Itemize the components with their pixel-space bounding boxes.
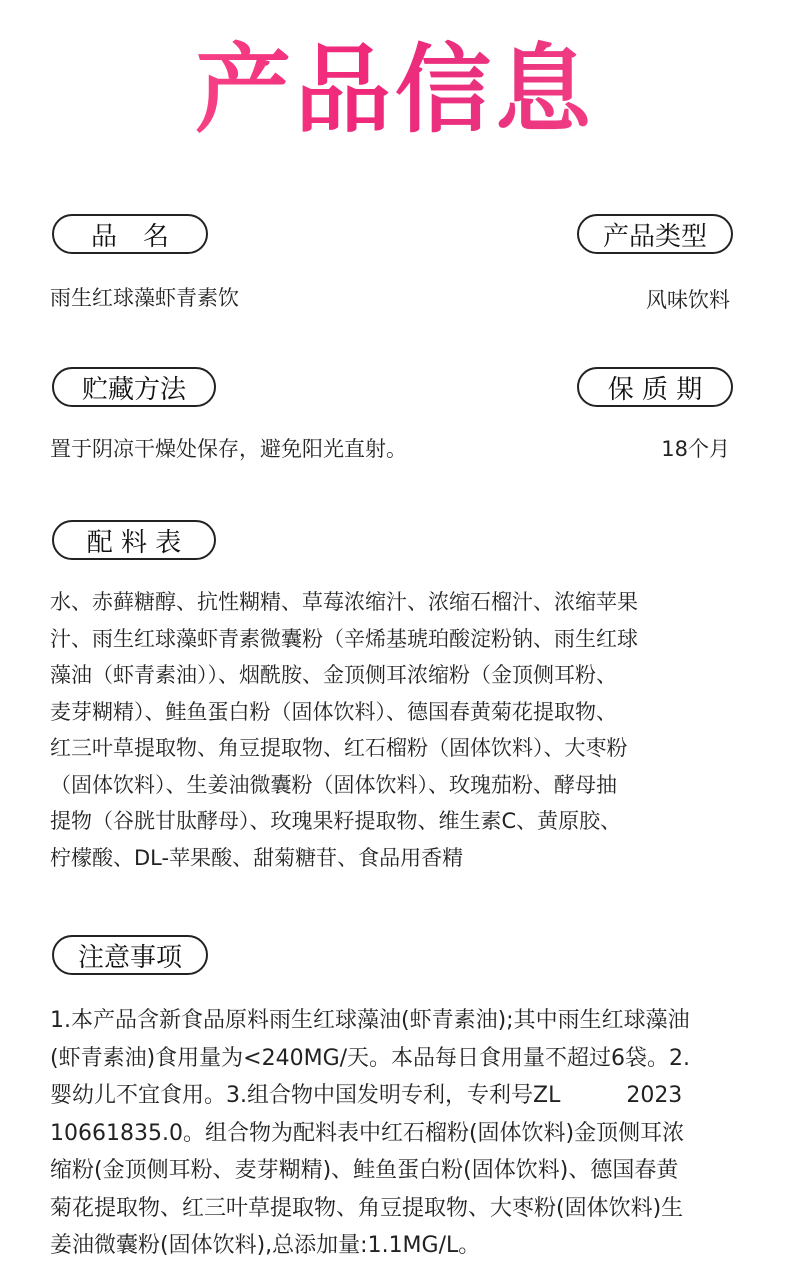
ingredients-list (50, 584, 638, 876)
shelf-life-value: 18个月 (661, 437, 730, 461)
label-product-type: 产品类型 (577, 214, 733, 254)
label-product-name: 品 名 (52, 214, 208, 254)
precautions-line: 菊花提取物、红三叶草提取物、角豆提取物、大枣粉(固体饮料)生 (50, 1195, 684, 1221)
precautions-line: 10661835.0。组合物为配料表中红石榴粉(固体饮料)金顶侧耳浓 (50, 1120, 685, 1146)
label-shelf-life: 保 质 期 (577, 367, 733, 407)
ingredients-line: 红三叶草提取物、角豆提取物、红石榴粉（固体饮料）、大枣粉 (50, 736, 628, 760)
ingredients-line: 藻油（虾青素油））、烟酰胺、金顶侧耳浓缩粉（金顶侧耳粉、 (50, 663, 617, 687)
label-storage-method: 贮藏方法 (52, 367, 216, 407)
ingredients-line: 汁、雨生红球藻虾青素微囊粉（辛烯基琥珀酸淀粉钠、雨生红球 (50, 626, 638, 651)
label-ingredients: 配 料 表 (52, 520, 216, 560)
precautions-line: 缩粉(金顶侧耳粉、麦芽糊精)、鲑鱼蛋白粉(固体饮料)、德国春黄 (50, 1158, 679, 1183)
ingredients-line: 柠檬酸、DL-苹果酸、甜菊糖苷、食品用香精 (50, 845, 464, 870)
product-name-value: 雨生红球藻虾青素饮 (50, 286, 239, 310)
precautions-text (50, 1002, 690, 1265)
ingredients-line: （固体饮料）、生姜油微囊粉（固体饮料）、玫瑰茄粉、酵母抽 (50, 772, 617, 797)
page-title: 产品信息 (0, 30, 790, 150)
precautions-line: 姜油微囊粉(固体饮料),总添加量:1.1MG/L。 (50, 1233, 481, 1258)
ingredients-line: 水、赤藓糖醇、抗性糊精、草莓浓缩汁、浓缩石榴汁、浓缩苹果 (50, 590, 638, 614)
label-precautions: 注意事项 (52, 935, 208, 975)
precautions-line: 1.本产品含新食品原料雨生红球藻油(虾青素油);其中雨生红球藻油 (50, 1008, 690, 1033)
product-type-value: 风味饮料 (646, 288, 730, 312)
storage-method-value: 置于阴凉干燥处保存，避免阳光直射。 (50, 437, 407, 461)
ingredients-line: 提物（谷胱甘肽酵母）、玫瑰果籽提取物、维生素C、黄原胶、 (50, 809, 622, 833)
precautions-line: (虾青素油)食用量为<240MG/天。本品每日食用量不超过6袋。2. (50, 1045, 691, 1071)
ingredients-line: 麦芽糊精）、鲑鱼蛋白粉（固体饮料）、德国春黄菊花提取物、 (50, 699, 617, 724)
precautions-line: 婴幼儿不宜食用。3.组合物中国发明专利，专利号ZL 2023 (50, 1083, 683, 1108)
